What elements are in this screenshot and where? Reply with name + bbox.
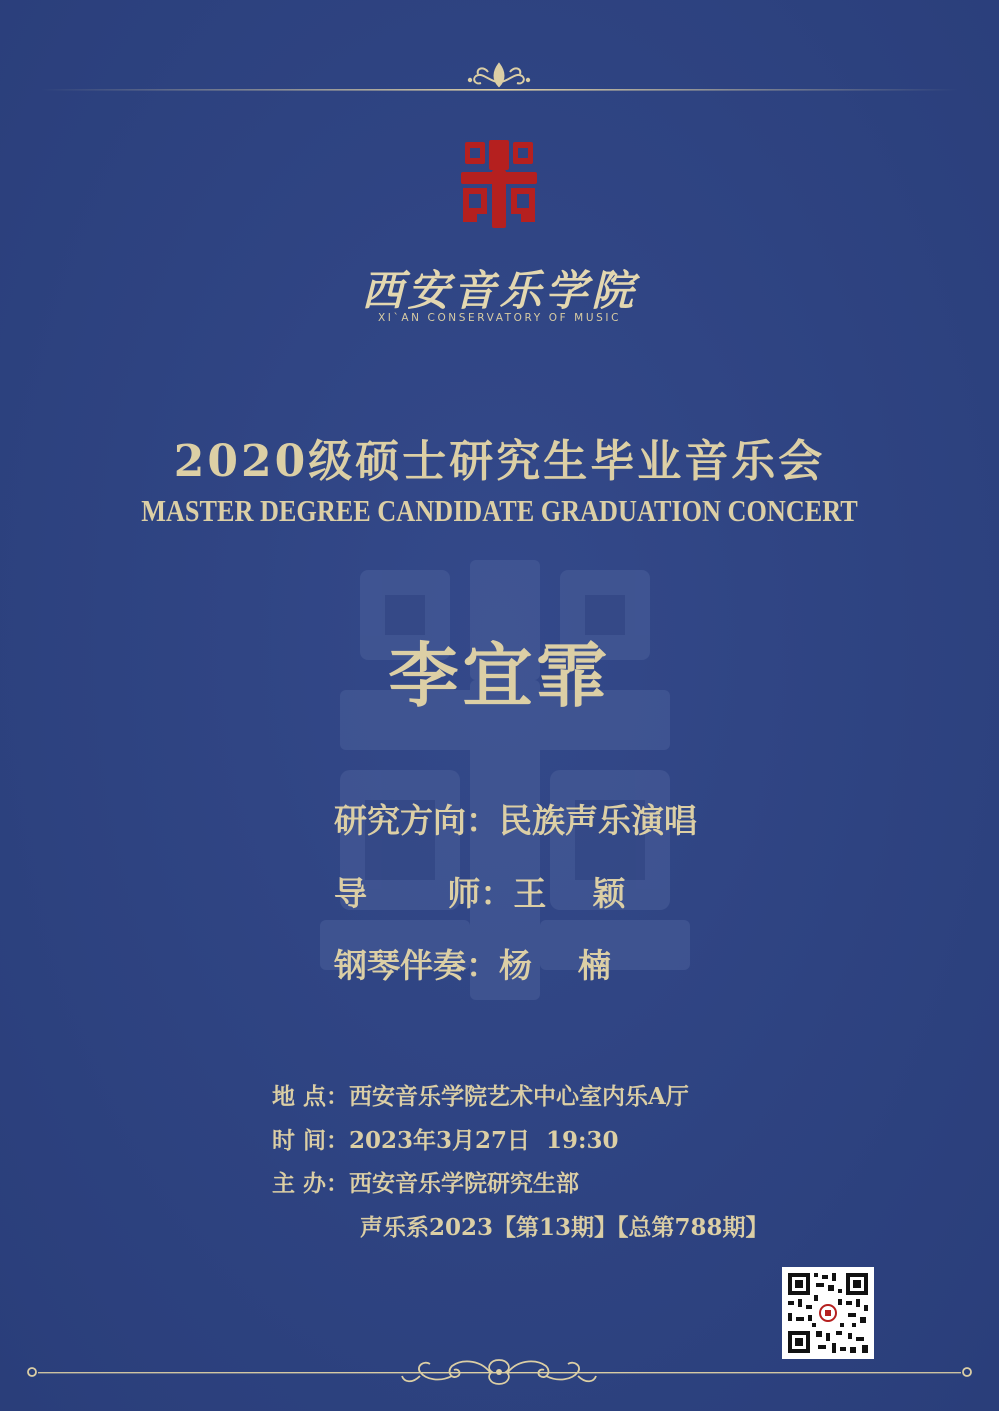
- research-direction: 研究方向：民族声乐演唱: [334, 801, 697, 840]
- school-name-cn: 西安音乐学院: [361, 266, 638, 315]
- series-info: 声乐系2023【第13期】【总第788期】: [360, 1214, 769, 1241]
- advisor: 导 师：王 颖: [334, 874, 626, 913]
- concert-title-cn: 2020级硕士研究生毕业音乐会: [173, 436, 826, 487]
- venue-info: 地 点：西安音乐学院艺术中心室内乐A厅: [272, 1083, 689, 1110]
- time-info: 时 间：2023年3月27日 19:30: [272, 1127, 619, 1154]
- yue-seal-emblem-icon: [461, 140, 537, 228]
- host-info: 主 办：西安音乐学院研究生部: [272, 1170, 580, 1197]
- school-name-en: XI`AN CONSERVATORY OF MUSIC: [378, 312, 621, 324]
- header-ornament-icon: [0, 58, 999, 108]
- concert-title-en: MASTER DEGREE CANDIDATE GRADUATION CONCERT: [141, 494, 858, 528]
- piano-accompanist: 钢琴伴奏：杨 楠: [334, 946, 611, 985]
- performer-name: 李宜霏: [388, 634, 611, 717]
- footer-ornament-icon: [0, 1346, 999, 1396]
